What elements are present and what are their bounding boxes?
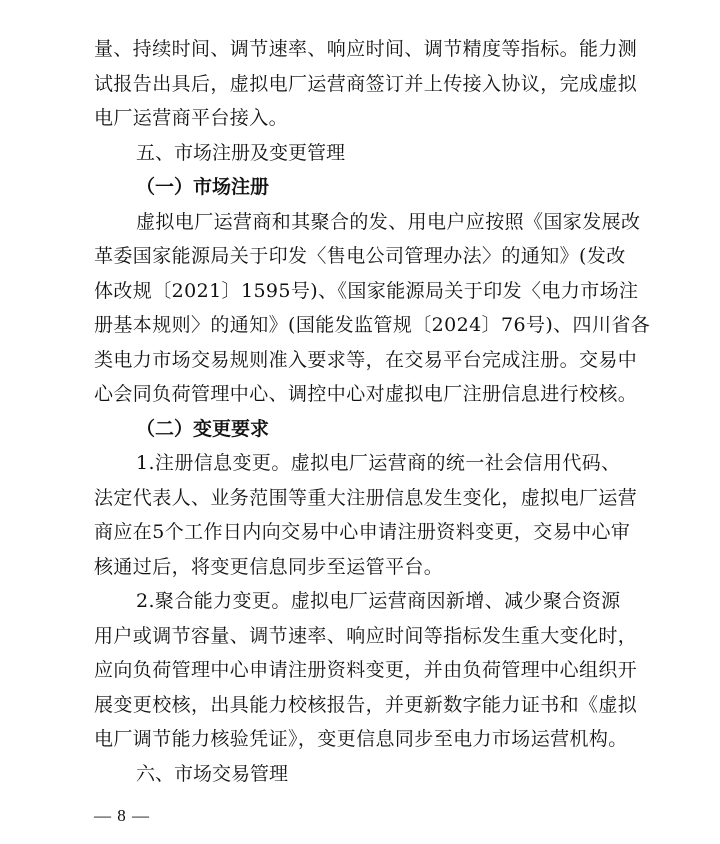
text-line: 商应在5个工作日内向交易中心申请注册资料变更，交易中心审 [94,521,631,543]
text-line: 革委国家能源局关于印发〈售电公司管理办法〉的通知》(发改 [94,245,626,267]
text-line: 1.注册信息变更。虚拟电厂运营商的统一社会信用代码、 [136,452,621,474]
text-line: 2.聚合能力变更。虚拟电厂运营商因新增、减少聚合资源 [136,590,621,612]
section-five-heading: 五、市场注册及变更管理 [136,141,346,164]
text-line: 核通过后，将变更信息同步至运管平台。 [94,555,444,578]
document-page [94,32,651,791]
page-number: — 8 — [94,806,150,825]
text-line: 应向负荷管理中心申请注册资料变更，并由负荷管理中心组织开 [94,659,638,681]
change-requirements-heading: （二）变更要求 [136,417,270,440]
text-line: 册基本规则〉的通知》(国能发监管规〔2024〕76号)、四川省各 [94,314,651,336]
registration-info-change-paragraph [94,446,642,584]
text-line: 法定代表人、业务范围等重大注册信息发生变化，虚拟电厂运营 [94,486,638,509]
text-line: 量、持续时间、调节速率、响应时间、调节精度等指标。能力测 [94,38,638,60]
text-line: 用户或调节容量、调节速率、响应时间等指标发生重大变化时， [94,624,638,647]
text-line: 心会同负荷管理中心、调控中心对虚拟电厂注册信息进行校核。 [94,383,638,405]
text-line: 虚拟电厂运营商和其聚合的发、用电户应按照《国家发展改 [136,210,641,233]
text-line: 类电力市场交易规则准入要求等，在交易平台完成注册。交易中 [94,348,638,371]
text-line: 电厂调节能力核验凭证》，变更信息同步至电力市场运营机构。 [94,728,628,750]
text-line: 试报告出具后，虚拟电厂运营商签订并上传接入协议，完成虚拟 [94,72,638,95]
text-line: 电厂运营商平台接入。 [94,107,289,129]
text-line: 展变更校核，出具能力校核报告，并更新数字能力证书和《虚拟 [94,693,638,716]
market-registration-heading: （一）市场注册 [136,176,270,198]
intro-paragraph [94,32,642,136]
market-registration-paragraph [94,205,651,412]
aggregation-capacity-change-paragraph [94,584,642,757]
section-six-heading: 六、市场交易管理 [136,762,289,785]
text-line: 体改规〔2021〕1595号)、《国家能源局关于印发〈电力市场注 [94,279,639,302]
